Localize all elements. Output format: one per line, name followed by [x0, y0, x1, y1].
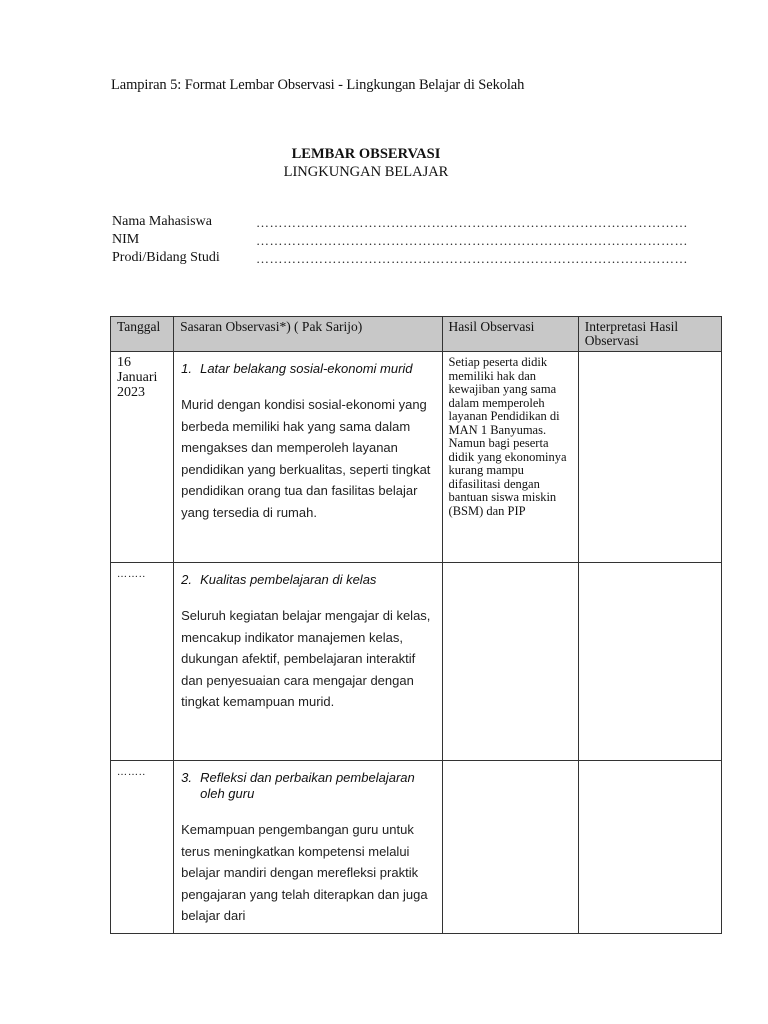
- header-target: Sasaran Observasi*) ( Pak Sarijo): [174, 317, 442, 352]
- target-number: 2.: [181, 572, 192, 587]
- target-title: Kualitas pembelajaran di kelas: [200, 572, 377, 587]
- table-row: [111, 352, 722, 563]
- result-cell: Setiap peserta didik memiliki hak dan kewajiban yang sama dalam memperoleh layanan Pendidikan di MAN 1 Banyumas. Namun bagi peserta didik yang ekonominya kurang mampu difasilitasi dengan bantuan siswa miskin (BSM) dan PIP: [442, 352, 578, 563]
- target-description: Murid dengan kondisi sosial-ekonomi yang berbeda memiliki hak yang sama dalam mengakses dan memperoleh layanan pendidikan yang berkualitas, seperti tingkat pendidikan orang tua dan fasilitas belajar yang tersedia di rumah.: [181, 397, 431, 520]
- observation-table: [110, 316, 722, 934]
- interpretation-cell: [578, 563, 721, 761]
- header-date: Tanggal: [111, 317, 174, 352]
- table-header-row: [111, 317, 722, 352]
- student-name-label: Nama Mahasiswa: [112, 214, 212, 229]
- result-cell: [442, 761, 578, 934]
- student-name-field: ……………………………………………………………………………………: [256, 215, 688, 230]
- target-description: Seluruh kegiatan belajar mengajar di kelas, mencakup indikator manajemen kelas, dukungan afektif, pembelajaran interaktif dan penyesuaian cara mengajar dengan tingkat kemampuan murid.: [181, 608, 431, 709]
- document-title: LEMBAR OBSERVASI: [291, 146, 441, 162]
- table-row: [111, 563, 722, 761]
- target-heading: [181, 770, 435, 802]
- result-cell: [442, 563, 578, 761]
- interpretation-cell: [578, 352, 721, 563]
- document-subtitle: LINGKUNGAN BELAJAR: [283, 164, 449, 180]
- header-result: Hasil Observasi: [442, 317, 578, 352]
- target-number: 1.: [181, 361, 192, 376]
- target-description: Kemampuan pengembangan guru untuk terus meningkatkan kompetensi melalui belajar mandiri dengan merefleksi praktik pengajaran yang telah diterapkan dan juga belajar dari: [181, 822, 428, 923]
- target-title: Latar belakang sosial-ekonomi murid: [200, 361, 413, 376]
- date-cell: 16 Januari 2023: [111, 352, 174, 563]
- interpretation-cell: [578, 761, 721, 934]
- target-cell: [174, 761, 442, 934]
- date-cell: ……..: [111, 563, 174, 761]
- target-number: 3.: [181, 770, 192, 785]
- study-program-label: Prodi/Bidang Studi: [112, 250, 220, 265]
- target-cell: [174, 352, 442, 563]
- header-interpretation: Interpretasi Hasil Observasi: [578, 317, 721, 352]
- target-heading: [181, 572, 435, 588]
- date-cell: ……..: [111, 761, 174, 934]
- target-cell: [174, 563, 442, 761]
- study-program-field: ……………………………………………………………………………………: [256, 251, 688, 266]
- table-row: [111, 761, 722, 934]
- target-heading: [181, 361, 435, 377]
- target-title: Refleksi dan perbaikan pembelajaran oleh guru: [200, 770, 415, 801]
- appendix-caption: Lampiran 5: Format Lembar Observasi - Lingkungan Belajar di Sekolah: [111, 77, 525, 93]
- nim-field: ……………………………………………………………………………………: [256, 233, 688, 248]
- nim-label: NIM: [112, 232, 140, 247]
